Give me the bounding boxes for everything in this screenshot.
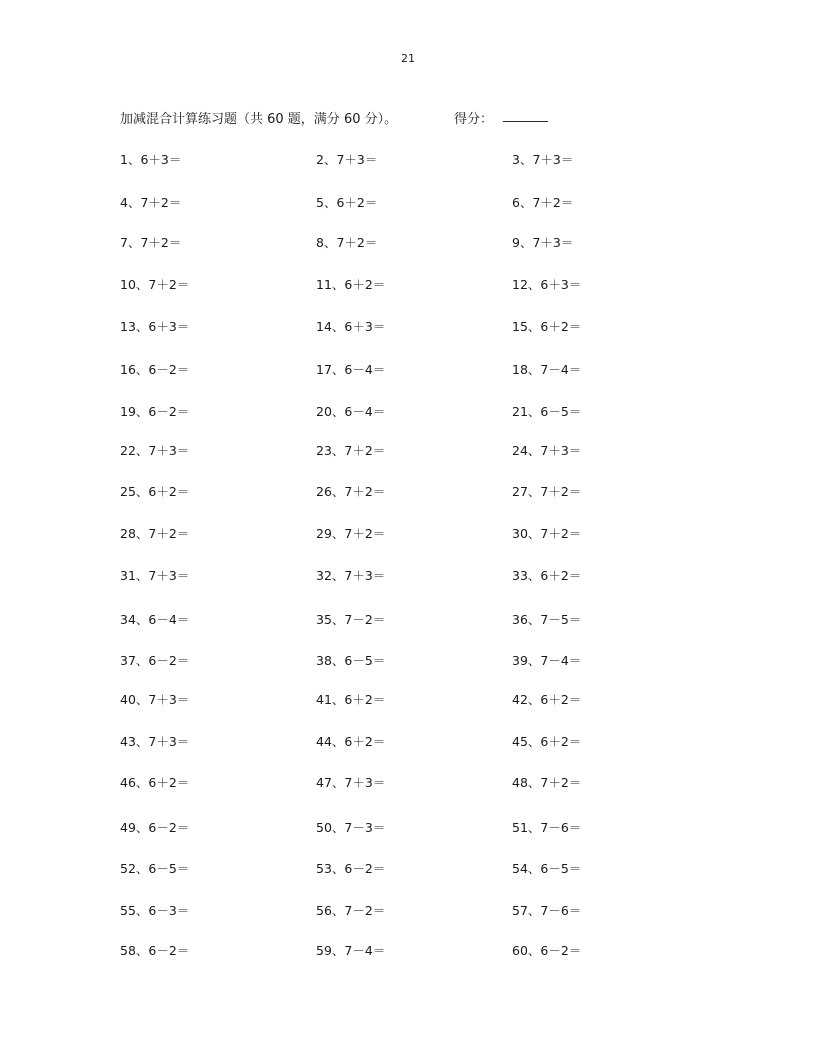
question-item: 38、6－5＝ (316, 653, 386, 668)
question-item: 30、7＋2＝ (512, 526, 582, 541)
question-item: 39、7－4＝ (512, 653, 582, 668)
question-item: 42、6＋2＝ (512, 692, 582, 707)
question-item: 4、7＋2＝ (120, 195, 182, 210)
question-item: 26、7＋2＝ (316, 484, 386, 499)
question-item: 58、6－2＝ (120, 943, 190, 958)
question-item: 31、7＋3＝ (120, 568, 190, 583)
question-item: 25、6＋2＝ (120, 484, 190, 499)
question-item: 9、7＋3＝ (512, 235, 574, 250)
question-item: 16、6－2＝ (120, 362, 190, 377)
question-item: 48、7＋2＝ (512, 775, 582, 790)
score-blank: ________ (503, 108, 547, 123)
question-item: 7、7＋2＝ (120, 235, 182, 250)
question-item: 40、7＋3＝ (120, 692, 190, 707)
question-item: 23、7＋2＝ (316, 443, 386, 458)
question-item: 11、6＋2＝ (316, 277, 386, 292)
question-item: 20、6－4＝ (316, 404, 386, 419)
question-item: 8、7＋2＝ (316, 235, 378, 250)
question-item: 33、6＋2＝ (512, 568, 582, 583)
question-item: 18、7－4＝ (512, 362, 582, 377)
question-item: 46、6＋2＝ (120, 775, 190, 790)
question-item: 51、7－6＝ (512, 820, 582, 835)
question-item: 49、6－2＝ (120, 820, 190, 835)
question-item: 1、6＋3＝ (120, 152, 182, 167)
question-item: 57、7－6＝ (512, 903, 582, 918)
question-item: 14、6＋3＝ (316, 319, 386, 334)
question-item: 3、7＋3＝ (512, 152, 574, 167)
question-item: 35、7－2＝ (316, 612, 386, 627)
question-item: 43、7＋3＝ (120, 734, 190, 749)
question-item: 10、7＋2＝ (120, 277, 190, 292)
question-item: 60、6－2＝ (512, 943, 582, 958)
question-item: 19、6－2＝ (120, 404, 190, 419)
question-item: 53、6－2＝ (316, 861, 386, 876)
question-item: 32、7＋3＝ (316, 568, 386, 583)
question-item: 17、6－4＝ (316, 362, 386, 377)
question-item: 6、7＋2＝ (512, 195, 574, 210)
question-item: 28、7＋2＝ (120, 526, 190, 541)
question-item: 21、6－5＝ (512, 404, 582, 419)
question-item: 52、6－5＝ (120, 861, 190, 876)
question-item: 50、7－3＝ (316, 820, 386, 835)
question-item: 13、6＋3＝ (120, 319, 190, 334)
question-item: 36、7－5＝ (512, 612, 582, 627)
question-item: 41、6＋2＝ (316, 692, 386, 707)
page-number: 21 (401, 52, 415, 65)
question-item: 22、7＋3＝ (120, 443, 190, 458)
worksheet-title: 加减混合计算练习题（共 60 题，满分 60 分）。 (120, 112, 398, 127)
question-item: 15、6＋2＝ (512, 319, 582, 334)
question-item: 27、7＋2＝ (512, 484, 582, 499)
question-item: 44、6＋2＝ (316, 734, 386, 749)
question-item: 24、7＋3＝ (512, 443, 582, 458)
question-item: 37、6－2＝ (120, 653, 190, 668)
question-item: 34、6－4＝ (120, 612, 190, 627)
question-item: 45、6＋2＝ (512, 734, 582, 749)
question-item: 55、6－3＝ (120, 903, 190, 918)
question-item: 54、6－5＝ (512, 861, 582, 876)
question-item: 47、7＋3＝ (316, 775, 386, 790)
question-item: 29、7＋2＝ (316, 526, 386, 541)
question-item: 59、7－4＝ (316, 943, 386, 958)
score-label: 得分： (454, 112, 494, 127)
question-item: 12、6＋3＝ (512, 277, 582, 292)
question-item: 2、7＋3＝ (316, 152, 378, 167)
question-item: 5、6＋2＝ (316, 195, 378, 210)
question-item: 56、7－2＝ (316, 903, 386, 918)
